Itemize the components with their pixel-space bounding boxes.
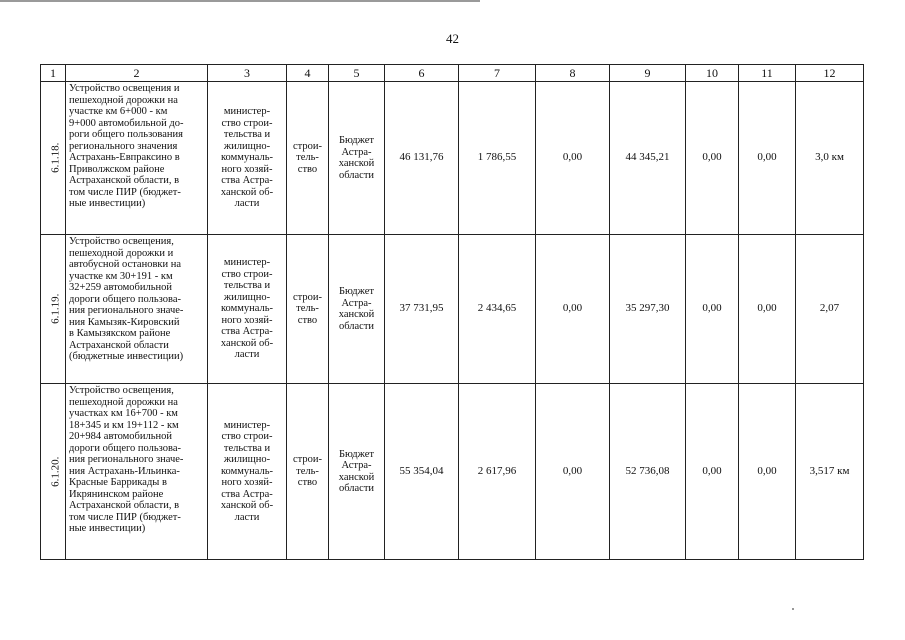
row-number-cell <box>41 82 66 235</box>
value-cell-6: 55 354,04 <box>385 384 459 560</box>
value-cell-11: 0,00 <box>739 384 796 560</box>
header-cell: 8 <box>536 65 610 82</box>
header-row <box>41 65 864 82</box>
page-number: 42 <box>446 31 459 46</box>
program-table <box>40 64 864 560</box>
project-name-cell: Устройство освещения и пешеходной дорожки на участке км 6+000 - км 9+000 автомобильной до- роги общего пользования регионального значения Астрахань-Евпраксино в Приволжском районе Астраханской области, в том числе ПИР (бюджет- ные инвестиции) <box>66 82 208 235</box>
executor-cell: министер- ство строи- тельства и жилищно- коммуналь- ного хозяй- ства Астра- ханской об- ласти <box>208 82 287 235</box>
header-cell: 2 <box>66 65 208 82</box>
row-number: 6.1.19. <box>49 293 62 325</box>
header-cell: 10 <box>686 65 739 82</box>
funding-source-cell: Бюджет Астра- ханской области <box>329 235 385 384</box>
value-cell-11: 0,00 <box>739 82 796 235</box>
value-cell-6: 46 131,76 <box>385 82 459 235</box>
project-name-cell: Устройство освещения, пешеходной дорожки на участках км 16+700 - км 18+345 и км 19+112 - км 20+984 автомобильной дороги общего пользова- ния регионального значе- ния Астрахань-Ильинка- Красные Баррикады в Икрянинском районе Астраханской области, в том числе ПИР (бюджет- ные инвестиции) <box>66 384 208 560</box>
value-cell-7: 1 786,55 <box>459 82 536 235</box>
value-cell-8: 0,00 <box>536 82 610 235</box>
value-cell-6: 37 731,95 <box>385 235 459 384</box>
value-cell-8: 0,00 <box>536 235 610 384</box>
header-cell: 11 <box>739 65 796 82</box>
row-number-cell <box>41 235 66 384</box>
value-cell-12: 2,07 <box>796 235 864 384</box>
value-cell-7: 2 617,96 <box>459 384 536 560</box>
executor-cell: министер- ство строи- тельства и жилищно- коммуналь- ного хозяй- ства Астра- ханской об- ласти <box>208 235 287 384</box>
work-type-cell: строи- тель- ство <box>287 82 329 235</box>
header-cell: 6 <box>385 65 459 82</box>
header-cell: 1 <box>41 65 66 82</box>
table-row <box>41 384 864 560</box>
value-cell-9: 35 297,30 <box>610 235 686 384</box>
funding-source-cell: Бюджет Астра- ханской области <box>329 384 385 560</box>
executor-cell: министер- ство строи- тельства и жилищно- коммуналь- ного хозяй- ства Астра- ханской об- ласти <box>208 384 287 560</box>
row-number: 6.1.20. <box>49 456 62 487</box>
header-cell: 3 <box>208 65 287 82</box>
header-cell: 4 <box>287 65 329 82</box>
value-cell-12: 3,517 км <box>796 384 864 560</box>
value-cell-10: 0,00 <box>686 384 739 560</box>
value-cell-7: 2 434,65 <box>459 235 536 384</box>
row-number: 6.1.18. <box>49 142 62 174</box>
funding-source-cell: Бюджет Астра- ханской области <box>329 82 385 235</box>
header-cell: 5 <box>329 65 385 82</box>
row-number-cell <box>41 384 66 560</box>
value-cell-9: 52 736,08 <box>610 384 686 560</box>
table-row <box>41 235 864 384</box>
value-cell-8: 0,00 <box>536 384 610 560</box>
work-type-cell: строи- тель- ство <box>287 384 329 560</box>
work-type-cell: строи- тель- ство <box>287 235 329 384</box>
value-cell-10: 0,00 <box>686 82 739 235</box>
value-cell-9: 44 345,21 <box>610 82 686 235</box>
table-row <box>41 82 864 235</box>
top-rule <box>0 0 480 2</box>
scan-speck <box>792 608 794 610</box>
value-cell-12: 3,0 км <box>796 82 864 235</box>
value-cell-11: 0,00 <box>739 235 796 384</box>
header-cell: 7 <box>459 65 536 82</box>
value-cell-10: 0,00 <box>686 235 739 384</box>
project-name-cell: Устройство освещения, пешеходной дорожки и автобусной остановки на участке км 30+191 - км 32+259 автомобильной дороги общего пользова- ния регионального значе- ния Камызяк-Кировский в Камызякском районе Астраханской области (бюджетные инвестиции) <box>66 235 208 384</box>
header-cell: 9 <box>610 65 686 82</box>
header-cell: 12 <box>796 65 864 82</box>
